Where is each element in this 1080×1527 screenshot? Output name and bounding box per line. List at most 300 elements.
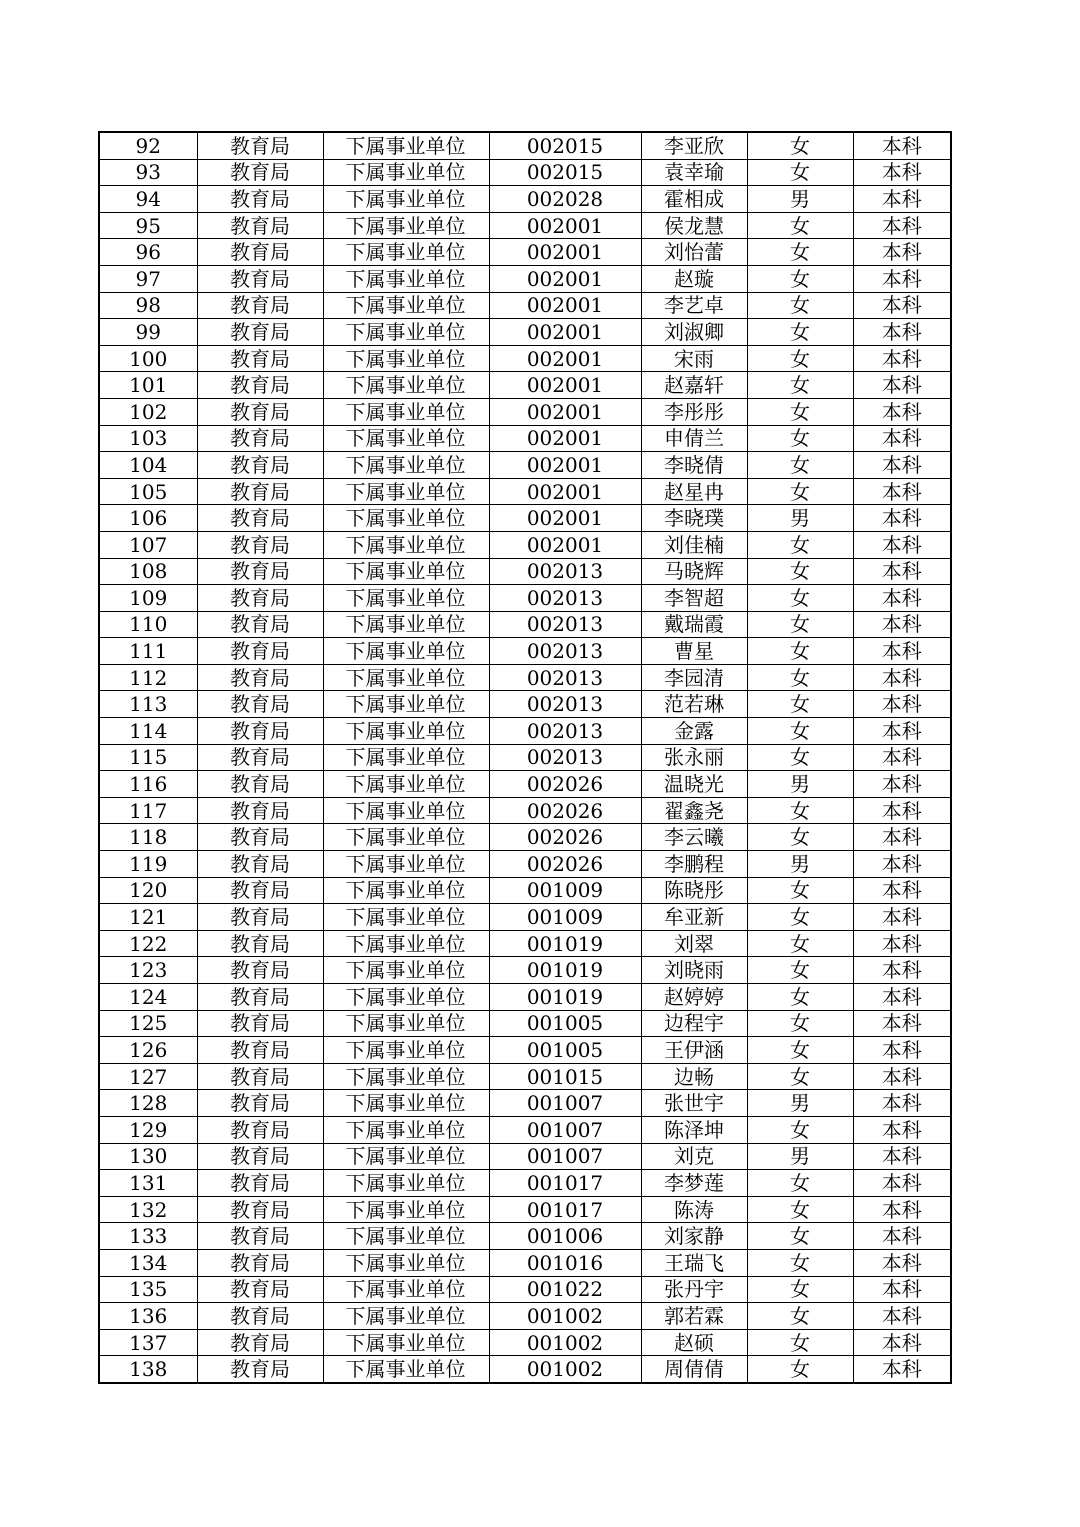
cell-name: 边畅 [641, 1063, 747, 1090]
cell-department: 教育局 [197, 478, 323, 505]
cell-gender: 女 [747, 904, 853, 931]
cell-education: 本科 [853, 505, 951, 532]
cell-gender: 女 [747, 1063, 853, 1090]
cell-education: 本科 [853, 664, 951, 691]
cell-name: 边程宇 [641, 1010, 747, 1037]
cell-post-code: 001019 [489, 984, 641, 1011]
cell-unit: 下属事业单位 [323, 132, 489, 159]
cell-unit: 下属事业单位 [323, 1196, 489, 1223]
cell-education: 本科 [853, 718, 951, 745]
cell-post-code: 001005 [489, 1010, 641, 1037]
table-row [99, 372, 951, 399]
table-row [99, 1010, 951, 1037]
table-row [99, 1276, 951, 1303]
cell-gender: 女 [747, 1037, 853, 1064]
table-row [99, 904, 951, 931]
table-row [99, 1037, 951, 1064]
cell-post-code: 001019 [489, 957, 641, 984]
cell-department: 教育局 [197, 452, 323, 479]
cell-unit: 下属事业单位 [323, 478, 489, 505]
cell-index: 132 [99, 1196, 197, 1223]
cell-unit: 下属事业单位 [323, 691, 489, 718]
table-row [99, 638, 951, 665]
cell-education: 本科 [853, 186, 951, 213]
cell-education: 本科 [853, 771, 951, 798]
cell-index: 117 [99, 797, 197, 824]
cell-index: 138 [99, 1356, 197, 1383]
cell-education: 本科 [853, 824, 951, 851]
cell-gender: 女 [747, 744, 853, 771]
cell-index: 123 [99, 957, 197, 984]
cell-index: 115 [99, 744, 197, 771]
cell-gender: 女 [747, 1356, 853, 1383]
cell-unit: 下属事业单位 [323, 1037, 489, 1064]
cell-name: 郭若霖 [641, 1303, 747, 1330]
cell-unit: 下属事业单位 [323, 1063, 489, 1090]
table-row [99, 1143, 951, 1170]
cell-post-code: 001007 [489, 1090, 641, 1117]
cell-post-code: 002001 [489, 505, 641, 532]
cell-unit: 下属事业单位 [323, 1010, 489, 1037]
cell-gender: 女 [747, 319, 853, 346]
cell-post-code: 001017 [489, 1196, 641, 1223]
cell-education: 本科 [853, 1196, 951, 1223]
cell-gender: 女 [747, 132, 853, 159]
cell-unit: 下属事业单位 [323, 664, 489, 691]
cell-department: 教育局 [197, 1010, 323, 1037]
cell-index: 94 [99, 186, 197, 213]
cell-department: 教育局 [197, 1329, 323, 1356]
cell-unit: 下属事业单位 [323, 877, 489, 904]
cell-gender: 女 [747, 1329, 853, 1356]
cell-unit: 下属事业单位 [323, 292, 489, 319]
cell-department: 教育局 [197, 904, 323, 931]
cell-index: 129 [99, 1116, 197, 1143]
cell-gender: 男 [747, 186, 853, 213]
cell-index: 128 [99, 1090, 197, 1117]
cell-name: 刘淑卿 [641, 319, 747, 346]
cell-gender: 女 [747, 1303, 853, 1330]
table-row [99, 771, 951, 798]
cell-index: 122 [99, 930, 197, 957]
cell-post-code: 002001 [489, 212, 641, 239]
cell-name: 刘家静 [641, 1223, 747, 1250]
table-row [99, 212, 951, 239]
cell-education: 本科 [853, 1356, 951, 1383]
table-row [99, 319, 951, 346]
cell-department: 教育局 [197, 398, 323, 425]
cell-gender: 女 [747, 984, 853, 1011]
cell-unit: 下属事业单位 [323, 851, 489, 878]
table-row [99, 611, 951, 638]
cell-post-code: 001017 [489, 1170, 641, 1197]
cell-name: 李园清 [641, 664, 747, 691]
cell-education: 本科 [853, 478, 951, 505]
cell-gender: 女 [747, 797, 853, 824]
cell-education: 本科 [853, 159, 951, 186]
cell-name: 曹星 [641, 638, 747, 665]
cell-unit: 下属事业单位 [323, 904, 489, 931]
cell-unit: 下属事业单位 [323, 1276, 489, 1303]
table-row [99, 1063, 951, 1090]
cell-gender: 女 [747, 265, 853, 292]
cell-unit: 下属事业单位 [323, 345, 489, 372]
table-row [99, 132, 951, 159]
table-row [99, 1196, 951, 1223]
table-row [99, 877, 951, 904]
cell-index: 108 [99, 558, 197, 585]
table-row [99, 984, 951, 1011]
cell-education: 本科 [853, 452, 951, 479]
table-row [99, 558, 951, 585]
cell-education: 本科 [853, 877, 951, 904]
cell-education: 本科 [853, 1037, 951, 1064]
cell-index: 124 [99, 984, 197, 1011]
cell-index: 93 [99, 159, 197, 186]
cell-name: 李艺卓 [641, 292, 747, 319]
cell-post-code: 001002 [489, 1303, 641, 1330]
cell-unit: 下属事业单位 [323, 744, 489, 771]
table-row [99, 1329, 951, 1356]
cell-name: 刘克 [641, 1143, 747, 1170]
cell-index: 131 [99, 1170, 197, 1197]
cell-department: 教育局 [197, 505, 323, 532]
cell-gender: 女 [747, 452, 853, 479]
cell-name: 赵婷婷 [641, 984, 747, 1011]
cell-name: 温晓光 [641, 771, 747, 798]
cell-unit: 下属事业单位 [323, 1223, 489, 1250]
cell-name: 申倩兰 [641, 425, 747, 452]
cell-post-code: 001022 [489, 1276, 641, 1303]
cell-education: 本科 [853, 132, 951, 159]
cell-name: 刘佳楠 [641, 531, 747, 558]
cell-department: 教育局 [197, 292, 323, 319]
cell-education: 本科 [853, 611, 951, 638]
cell-gender: 女 [747, 1223, 853, 1250]
cell-unit: 下属事业单位 [323, 159, 489, 186]
cell-gender: 女 [747, 1276, 853, 1303]
cell-department: 教育局 [197, 1037, 323, 1064]
cell-index: 112 [99, 664, 197, 691]
cell-education: 本科 [853, 1249, 951, 1276]
cell-post-code: 002013 [489, 718, 641, 745]
cell-department: 教育局 [197, 1063, 323, 1090]
cell-department: 教育局 [197, 265, 323, 292]
cell-department: 教育局 [197, 638, 323, 665]
table-row [99, 1090, 951, 1117]
cell-department: 教育局 [197, 212, 323, 239]
cell-post-code: 001009 [489, 904, 641, 931]
cell-gender: 男 [747, 505, 853, 532]
cell-unit: 下属事业单位 [323, 239, 489, 266]
cell-gender: 女 [747, 425, 853, 452]
cell-unit: 下属事业单位 [323, 505, 489, 532]
cell-name: 刘晓雨 [641, 957, 747, 984]
cell-education: 本科 [853, 851, 951, 878]
table-row [99, 531, 951, 558]
cell-name: 陈晓彤 [641, 877, 747, 904]
cell-department: 教育局 [197, 611, 323, 638]
cell-index: 99 [99, 319, 197, 346]
table-row [99, 744, 951, 771]
cell-department: 教育局 [197, 984, 323, 1011]
cell-department: 教育局 [197, 1196, 323, 1223]
cell-education: 本科 [853, 585, 951, 612]
cell-name: 赵璇 [641, 265, 747, 292]
cell-gender: 男 [747, 771, 853, 798]
cell-department: 教育局 [197, 851, 323, 878]
cell-unit: 下属事业单位 [323, 984, 489, 1011]
cell-name: 李云曦 [641, 824, 747, 851]
cell-education: 本科 [853, 1223, 951, 1250]
cell-index: 118 [99, 824, 197, 851]
cell-education: 本科 [853, 1063, 951, 1090]
cell-department: 教育局 [197, 797, 323, 824]
cell-department: 教育局 [197, 1090, 323, 1117]
cell-index: 120 [99, 877, 197, 904]
cell-name: 宋雨 [641, 345, 747, 372]
cell-post-code: 002001 [489, 345, 641, 372]
cell-post-code: 002001 [489, 372, 641, 399]
cell-post-code: 002026 [489, 851, 641, 878]
cell-index: 98 [99, 292, 197, 319]
table-row [99, 851, 951, 878]
cell-department: 教育局 [197, 531, 323, 558]
cell-unit: 下属事业单位 [323, 718, 489, 745]
table-row [99, 797, 951, 824]
cell-department: 教育局 [197, 824, 323, 851]
cell-department: 教育局 [197, 239, 323, 266]
table-row [99, 718, 951, 745]
cell-department: 教育局 [197, 1116, 323, 1143]
cell-name: 王伊涵 [641, 1037, 747, 1064]
cell-education: 本科 [853, 1329, 951, 1356]
cell-gender: 女 [747, 159, 853, 186]
cell-name: 张永丽 [641, 744, 747, 771]
cell-post-code: 002001 [489, 239, 641, 266]
cell-unit: 下属事业单位 [323, 531, 489, 558]
cell-unit: 下属事业单位 [323, 585, 489, 612]
cell-post-code: 001007 [489, 1116, 641, 1143]
cell-index: 113 [99, 691, 197, 718]
cell-education: 本科 [853, 691, 951, 718]
cell-gender: 女 [747, 558, 853, 585]
table-row [99, 186, 951, 213]
cell-index: 135 [99, 1276, 197, 1303]
cell-index: 116 [99, 771, 197, 798]
cell-education: 本科 [853, 292, 951, 319]
cell-post-code: 002001 [489, 265, 641, 292]
cell-name: 赵嘉轩 [641, 372, 747, 399]
cell-education: 本科 [853, 744, 951, 771]
cell-education: 本科 [853, 957, 951, 984]
cell-post-code: 002015 [489, 159, 641, 186]
cell-department: 教育局 [197, 585, 323, 612]
table-row [99, 691, 951, 718]
roster-body [99, 132, 951, 1383]
cell-gender: 女 [747, 398, 853, 425]
cell-post-code: 001005 [489, 1037, 641, 1064]
cell-unit: 下属事业单位 [323, 611, 489, 638]
cell-post-code: 001015 [489, 1063, 641, 1090]
table-row [99, 478, 951, 505]
cell-education: 本科 [853, 1010, 951, 1037]
roster-table [98, 131, 952, 1384]
cell-index: 110 [99, 611, 197, 638]
cell-name: 赵硕 [641, 1329, 747, 1356]
cell-index: 106 [99, 505, 197, 532]
cell-gender: 女 [747, 691, 853, 718]
cell-department: 教育局 [197, 372, 323, 399]
cell-unit: 下属事业单位 [323, 398, 489, 425]
cell-post-code: 002001 [489, 531, 641, 558]
table-row [99, 239, 951, 266]
cell-department: 教育局 [197, 877, 323, 904]
cell-index: 121 [99, 904, 197, 931]
cell-post-code: 002001 [489, 398, 641, 425]
table-row [99, 345, 951, 372]
cell-index: 101 [99, 372, 197, 399]
cell-name: 李鹏程 [641, 851, 747, 878]
cell-education: 本科 [853, 930, 951, 957]
table-row [99, 957, 951, 984]
cell-unit: 下属事业单位 [323, 1143, 489, 1170]
cell-post-code: 002028 [489, 186, 641, 213]
cell-index: 104 [99, 452, 197, 479]
cell-department: 教育局 [197, 159, 323, 186]
cell-unit: 下属事业单位 [323, 425, 489, 452]
cell-index: 111 [99, 638, 197, 665]
cell-gender: 女 [747, 478, 853, 505]
cell-education: 本科 [853, 239, 951, 266]
cell-education: 本科 [853, 265, 951, 292]
cell-post-code: 002013 [489, 611, 641, 638]
cell-gender: 男 [747, 1143, 853, 1170]
cell-post-code: 001002 [489, 1329, 641, 1356]
cell-department: 教育局 [197, 186, 323, 213]
cell-department: 教育局 [197, 1223, 323, 1250]
cell-name: 霍相成 [641, 186, 747, 213]
cell-education: 本科 [853, 425, 951, 452]
cell-gender: 女 [747, 718, 853, 745]
cell-post-code: 002013 [489, 638, 641, 665]
cell-post-code: 002013 [489, 664, 641, 691]
cell-gender: 女 [747, 877, 853, 904]
table-row [99, 664, 951, 691]
cell-name: 范若琳 [641, 691, 747, 718]
cell-post-code: 001016 [489, 1249, 641, 1276]
cell-gender: 女 [747, 638, 853, 665]
cell-department: 教育局 [197, 930, 323, 957]
cell-department: 教育局 [197, 691, 323, 718]
cell-name: 赵星冉 [641, 478, 747, 505]
cell-name: 袁幸瑜 [641, 159, 747, 186]
cell-education: 本科 [853, 319, 951, 346]
cell-name: 陈涛 [641, 1196, 747, 1223]
cell-name: 李晓倩 [641, 452, 747, 479]
table-row [99, 452, 951, 479]
cell-post-code: 002001 [489, 452, 641, 479]
cell-gender: 女 [747, 345, 853, 372]
cell-name: 周倩倩 [641, 1356, 747, 1383]
cell-post-code: 001006 [489, 1223, 641, 1250]
cell-index: 130 [99, 1143, 197, 1170]
cell-index: 103 [99, 425, 197, 452]
cell-gender: 女 [747, 824, 853, 851]
cell-gender: 女 [747, 585, 853, 612]
cell-index: 96 [99, 239, 197, 266]
cell-education: 本科 [853, 398, 951, 425]
cell-name: 戴瑞霞 [641, 611, 747, 638]
table-row [99, 930, 951, 957]
cell-unit: 下属事业单位 [323, 1303, 489, 1330]
cell-education: 本科 [853, 1090, 951, 1117]
cell-gender: 女 [747, 930, 853, 957]
cell-index: 137 [99, 1329, 197, 1356]
cell-department: 教育局 [197, 345, 323, 372]
cell-index: 92 [99, 132, 197, 159]
cell-gender: 女 [747, 292, 853, 319]
table-row [99, 265, 951, 292]
cell-name: 李彤彤 [641, 398, 747, 425]
cell-education: 本科 [853, 558, 951, 585]
cell-unit: 下属事业单位 [323, 265, 489, 292]
table-row [99, 1303, 951, 1330]
cell-name: 李晓璞 [641, 505, 747, 532]
cell-name: 陈泽坤 [641, 1116, 747, 1143]
cell-post-code: 002013 [489, 744, 641, 771]
cell-department: 教育局 [197, 1276, 323, 1303]
cell-department: 教育局 [197, 744, 323, 771]
cell-education: 本科 [853, 531, 951, 558]
cell-gender: 女 [747, 664, 853, 691]
table-row [99, 1170, 951, 1197]
cell-unit: 下属事业单位 [323, 957, 489, 984]
cell-post-code: 002026 [489, 771, 641, 798]
cell-post-code: 001009 [489, 877, 641, 904]
cell-department: 教育局 [197, 425, 323, 452]
table-row [99, 1249, 951, 1276]
table-row [99, 824, 951, 851]
cell-index: 133 [99, 1223, 197, 1250]
cell-index: 107 [99, 531, 197, 558]
cell-gender: 男 [747, 1090, 853, 1117]
cell-education: 本科 [853, 984, 951, 1011]
cell-unit: 下属事业单位 [323, 638, 489, 665]
cell-unit: 下属事业单位 [323, 1329, 489, 1356]
cell-department: 教育局 [197, 1170, 323, 1197]
cell-index: 97 [99, 265, 197, 292]
cell-education: 本科 [853, 797, 951, 824]
cell-unit: 下属事业单位 [323, 372, 489, 399]
table-row [99, 1116, 951, 1143]
cell-department: 教育局 [197, 718, 323, 745]
cell-gender: 女 [747, 239, 853, 266]
cell-department: 教育局 [197, 558, 323, 585]
table-row [99, 159, 951, 186]
table-row [99, 425, 951, 452]
cell-education: 本科 [853, 212, 951, 239]
cell-education: 本科 [853, 904, 951, 931]
cell-education: 本科 [853, 345, 951, 372]
cell-index: 109 [99, 585, 197, 612]
cell-gender: 男 [747, 851, 853, 878]
cell-name: 张世宇 [641, 1090, 747, 1117]
cell-post-code: 002001 [489, 478, 641, 505]
cell-unit: 下属事业单位 [323, 452, 489, 479]
cell-department: 教育局 [197, 664, 323, 691]
cell-unit: 下属事业单位 [323, 319, 489, 346]
